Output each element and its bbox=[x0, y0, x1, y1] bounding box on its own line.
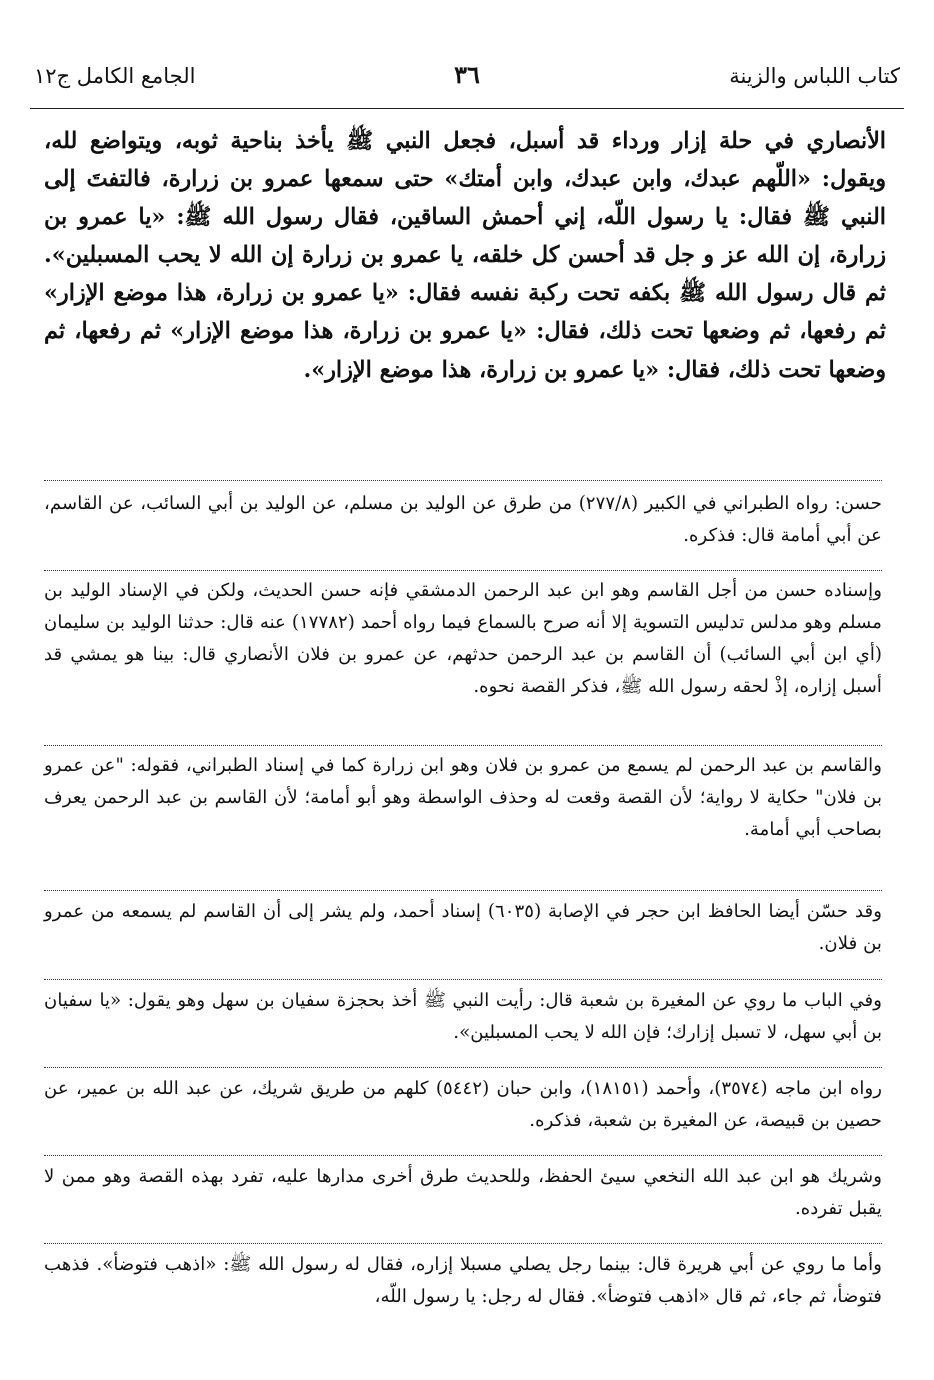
hadith-text: الأنصاري في حلة إزار ورداء قد أسبل، فجعل النبي ﷺ يأخذ بناحية ثوبه، ويتواضع لله، ويقول: «اللّهم عبدك، وابن عبدك، وابن أمتك» حتى سمعها عمرو بن زرارة، فالتفتَ إلى النبي ﷺ فقال: يا رسول اللّه، إني أحمش الساقين، فقال رسول الله ﷺ: «يا عمرو بن زرارة، إن الله عز و جل قد أحسن كل خلقه، يا عمرو بن زرارة إن الله لا يحب المسبلين». ثم قال رسول الله ﷺ بكفه تحت ركبة نفسه فقال: «يا عمرو بن زرارة، هذا موضع الإزار» ثم رفعها، ثم وضعها تحت ذلك، فقال: «يا عمرو بن زرارة، هذا موضع الإزار» ثم رفعها، ثم وضعها تحت ذلك، فقال: «يا عمرو بن زرارة، هذا موضع الإزار». bbox=[44, 128, 886, 383]
commentary-paragraph: وشريك هو ابن عبد الله النخعي سيئ الحفظ، وللحديث طرق أخرى مدارها عليه، تفرد بهذه القصة وهو ممن لا يقبل تفرده. bbox=[44, 1166, 882, 1219]
takhrij-paragraph: حسن: رواه الطبراني في الكبير (٢٧٧/٨) من طرق عن الوليد بن مسلم، عن الوليد بن أبي السائب، عن القاسم، عن أبي أمامة قال: فذكره. bbox=[44, 493, 883, 546]
commentary-paragraph: والقاسم بن عبد الرحمن لم يسمع من عمرو بن فلان وهو ابن زرارة كما في إسناد الطبراني، فقوله: "عن عمرو بن فلان" حكاية لا رواية؛ لأن القصة وقعت له وحذف الواسطة وهو أبو أمامة؛ لأن القاسم بن عبد الرحمن يعرف بصاحب أبي أمامة. bbox=[44, 755, 882, 840]
page-number: ٣٦ bbox=[454, 60, 480, 89]
narration-paragraph: وأما ما روي عن أبي هريرة قال: بينما رجل يصلي مسبلا إزاره، فقال له رسول الله ﷺ: «اذهب فتوضأ». فذهب فتوضأ، ثم جاء، ثم قال «اذهب فتوضأ». فقال له رجل: يا رسول اللّه، bbox=[44, 1254, 882, 1307]
paragraph-separator bbox=[44, 570, 882, 571]
paragraph-separator bbox=[44, 1067, 882, 1068]
commentary-paragraph: وقد حسّن أيضا الحافظ ابن حجر في الإصابة (٦٠٣٥) إسناد أحمد، ولم يشر إلى أن القاسم لم يسمعه من عمرو بن فلان. bbox=[44, 901, 883, 954]
book-title: كتاب اللباس والزينة bbox=[729, 64, 900, 88]
paragraph-separator bbox=[44, 1155, 882, 1156]
takhrij-paragraph: رواه ابن ماجه (٣٥٧٤)، وأحمد (١٨١٥١)، وابن حبان (٥٤٤٢) كلهم من طريق شريك، عن عبد الله بن عمير، عن حصين بن قبيصة، عن المغيرة بن شعبة، فذكره. bbox=[44, 1078, 883, 1131]
paragraph-separator bbox=[44, 979, 882, 980]
page-header bbox=[30, 58, 904, 109]
paragraph-separator bbox=[44, 480, 882, 481]
paragraph-separator bbox=[44, 890, 882, 891]
collection-title: الجامع الكامل ج١٢ bbox=[34, 64, 196, 88]
paragraph-separator bbox=[44, 745, 882, 746]
isnad-paragraph: وإسناده حسن من أجل القاسم وهو ابن عبد الرحمن الدمشقي فإنه حسن الحديث، ولكن في الإسناد الوليد بن مسلم وهو مدلس تدليس التسوية إلا أنه صرح بالسماع فيما رواه أحمد (١٧٧٨٢) عنه قال: حدثنا الوليد بن سليمان (أي ابن أبي السائب) أن القاسم بن عبد الرحمن حدثهم، عن عمرو بن فلان الأنصاري قال: بينا هو يمشي قد أسبل إزاره، إذْ لحقه رسول الله ﷺ، فذكر القصة نحوه. bbox=[44, 580, 882, 697]
narration-paragraph: وفي الباب ما روي عن المغيرة بن شعبة قال: رأيت النبي ﷺ أخذ بحجزة سفيان بن سهل وهو يقول: «يا سفيان بن أبي سهل، لا تسبل إزارك؛ فإن الله لا يحب المسبلين». bbox=[44, 990, 882, 1043]
paragraph-separator bbox=[44, 1243, 882, 1244]
